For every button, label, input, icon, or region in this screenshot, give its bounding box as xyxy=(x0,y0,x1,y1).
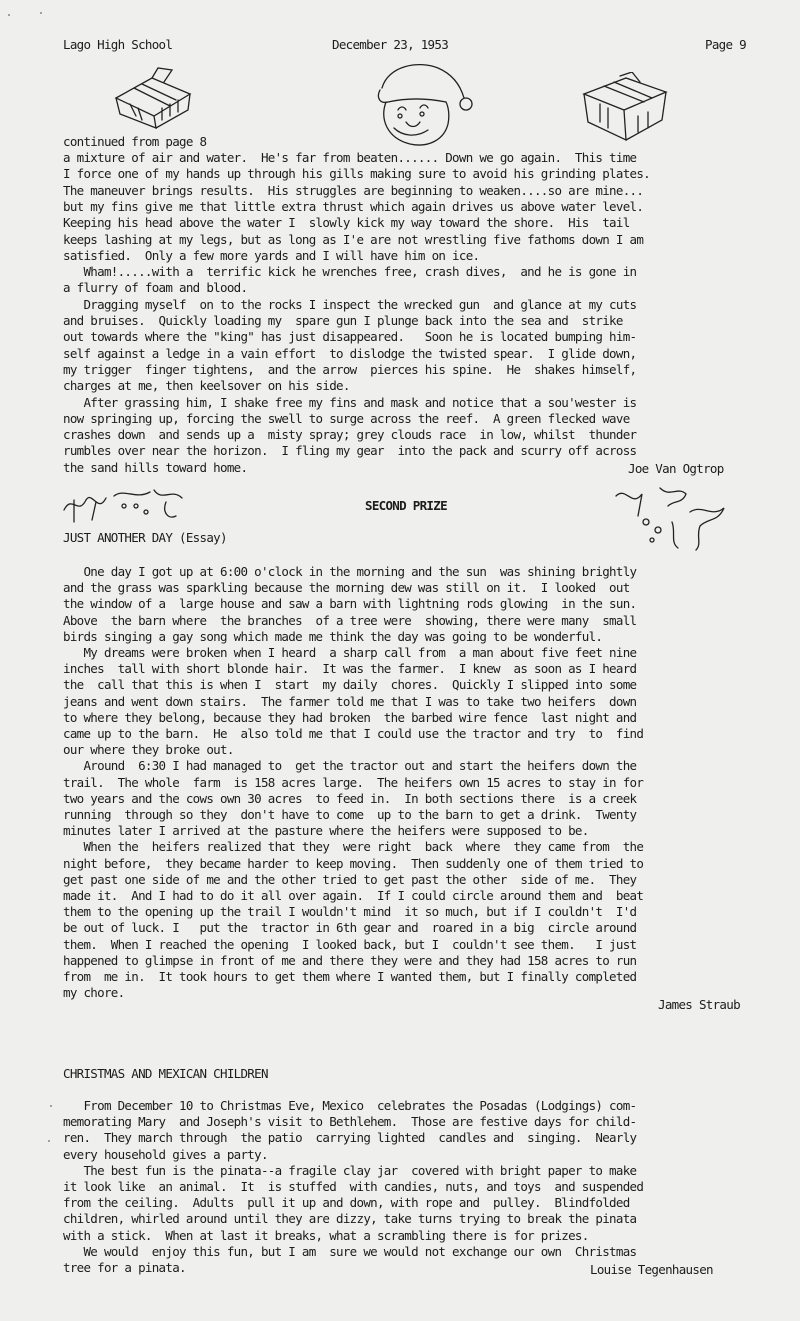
story2-line: them. When I reached the opening I looked back, but I couldn't see them. I just xyxy=(63,936,637,952)
story2-line: two years and the cows own 30 acres to feed in. In both sections there is a creek xyxy=(63,790,637,806)
story2-line: the window of a large house and saw a barn with lightning rods glowing in the sun. xyxy=(63,596,637,612)
story2-line: to where they belong, because they had broken the barbed wire fence last night and xyxy=(63,709,637,725)
story1-line: charges at me, then keelsover on his side. xyxy=(63,378,350,394)
story2-line: and the grass was sparkling because the morning dew was still on it. I looked out xyxy=(63,580,630,596)
prize-label: SECOND PRIZE xyxy=(365,498,447,513)
story2-line: be out of luck. I put the tractor in 6th gear and roared in a big circle around xyxy=(63,920,637,936)
story2-line: night before, they became harder to keep moving. Then suddenly one of them tried to xyxy=(63,855,644,871)
story1-line: but my fins give me that little extra thrust which again drives us above water level. xyxy=(63,198,644,214)
gift-box-right-sketch xyxy=(580,72,670,144)
story2-line: minutes later I arrived at the pasture where the heifers were supposed to be. xyxy=(63,823,589,839)
story1-line: After grassing him, I shake free my fins and mask and notice that a sou'wester is xyxy=(63,394,637,410)
story2-line: birds singing a gay song which made me think the day was going to be wonderful. xyxy=(63,628,603,644)
story1-line: out towards where the "king" has just disappeared. Soon he is located bumping him- xyxy=(63,329,637,345)
story1-line: and bruises. Quickly loading my spare gun I plunge back into the sea and strike xyxy=(63,313,623,328)
story1-author: Joe Van Ogtrop xyxy=(628,461,724,476)
story1-line: a mixture of air and water. He's far from beaten...... Down we go again. This time xyxy=(63,150,637,165)
story1-line: my trigger finger tightens, and the arrow pierces his spine. He shakes himself, xyxy=(63,361,637,377)
santa-face-sketch xyxy=(366,58,476,150)
scan-speck xyxy=(8,14,10,16)
scan-speck xyxy=(40,12,42,14)
school-name: Lago High School xyxy=(63,37,173,52)
story3-line: The best fun is the pinata--a fragile clay jar covered with bright paper to make xyxy=(63,1162,637,1178)
scan-speck xyxy=(50,1105,52,1107)
story3-line: with a stick. When at last it breaks, what a scrambling there is for prizes. xyxy=(63,1227,589,1243)
story2-line: came up to the barn. He also told me that I could use the tractor and try to find xyxy=(63,726,644,741)
scan-speck xyxy=(48,1140,50,1142)
story3-line: children, whirled around until they are dizzy, take turns trying to break the pinata xyxy=(63,1211,637,1227)
story2-line: happened to glimpse in front of me and there they were and they had 158 acres to run xyxy=(63,952,637,968)
story1-line: Wham!.....with a terrific kick he wrenches free, crash dives, and he is gone in xyxy=(63,264,637,280)
story2-line: inches tall with short blonde hair. It was the farmer. I knew as soon as I heard xyxy=(63,661,637,677)
holly-left-sketch xyxy=(62,486,190,524)
story3-line: tree for a pinata. xyxy=(63,1260,186,1275)
story2-line: jeans and went down stairs. The farmer told me that I was to take two heifers down xyxy=(63,693,637,709)
story2-line: them to the opening up the trail I wouldn't mind it so much, but if I couldn't I'd xyxy=(63,904,637,920)
story2-line: the call that this is when I start my daily chores. Quickly I slipped into some xyxy=(63,677,637,693)
issue-date: December 23, 1953 xyxy=(332,37,449,52)
story1-line: keeps lashing at my legs, but as long as I'e are not wrestling five fathoms down I am xyxy=(63,231,644,247)
story2-line: my chore. xyxy=(63,985,125,1001)
holly-right-sketch xyxy=(612,482,728,552)
story2-line: running through so they don't have to come up to the barn to get a drink. Twenty xyxy=(63,807,637,822)
story3-line: every household gives a party. xyxy=(63,1146,268,1162)
story2-line: One day I got up at 6:00 o'clock in the morning and the sun was shining brightly xyxy=(63,564,637,579)
story1-line: crashes down and sends up a misty spray; grey clouds race in low, whilst thunder xyxy=(63,427,637,443)
story1-line: Keeping his head above the water I slowly kick my way toward the shore. His tail xyxy=(63,215,630,231)
story3-line: from the ceiling. Adults pull it up and down, with rope and pulley. Blindfolded xyxy=(63,1195,630,1211)
story1-line: now springing up, forcing the swell to surge across the reef. A green flecked wave xyxy=(63,410,630,426)
story1-line: rumbles over near the horizon. I fling my gear into the pack and scurry off across xyxy=(63,443,637,459)
story1-line: The maneuver brings results. His struggles are beginning to weaken....so are mine... xyxy=(63,182,644,198)
story3-author: Louise Tegenhausen xyxy=(590,1262,713,1277)
story2-line: get past one side of me and the other tried to get past the other side of me. They xyxy=(63,871,637,887)
story2-line: from me in. It took hours to get them where I wanted them, but I finally completed xyxy=(63,969,637,984)
gift-box-left-sketch xyxy=(112,64,194,130)
continued-note: continued from page 8 xyxy=(63,134,207,149)
story1-line: I force one of my hands up through his gills making sure to avoid his grinding plates. xyxy=(63,166,651,182)
story2-line: trail. The whole farm is 158 acres large. The heifers own 15 acres to stay in for xyxy=(63,774,644,790)
story2-author: James Straub xyxy=(658,997,740,1012)
story3-line: We would enjoy this fun, but I am sure we would not exchange our own Christmas xyxy=(63,1243,637,1259)
story1-line: a flurry of foam and blood. xyxy=(63,280,248,296)
story1-line: Dragging myself on to the rocks I inspect the wrecked gun and glance at my cuts xyxy=(63,296,637,312)
story2-line: My dreams were broken when I heard a sharp call from a man about five feet nine xyxy=(63,645,637,660)
essay-title: JUST ANOTHER DAY (Essay) xyxy=(63,530,227,545)
story2-line: Above the barn where the branches of a tree were showing, there were many small xyxy=(63,612,637,628)
story3-line: memorating Mary and Joseph's visit to Bethlehem. Those are festive days for child- xyxy=(63,1114,637,1130)
story2-line: made it. And I had to do it all over again. If I could circle around them and beat xyxy=(63,888,644,903)
story2-line: When the heifers realized that they were right back where they came from the xyxy=(63,839,644,855)
story3-line: ren. They march through the patio carrying lighted candles and singing. Nearly xyxy=(63,1130,637,1146)
story2-line: Around 6:30 I had managed to get the tractor out and start the heifers down the xyxy=(63,758,637,774)
page-number: Page 9 xyxy=(705,37,746,52)
story2-line: our where they broke out. xyxy=(63,742,234,758)
story3-line: From December 10 to Christmas Eve, Mexico celebrates the Posadas (Lodgings) com- xyxy=(63,1098,637,1113)
story1-line: self against a ledge in a vain effort to dislodge the twisted spear. I glide down, xyxy=(63,345,637,361)
story3-title: CHRISTMAS AND MEXICAN CHILDREN xyxy=(63,1066,268,1081)
story1-line: the sand hills toward home. xyxy=(63,459,248,475)
story3-line: it look like an animal. It is stuffed with candies, nuts, and toys and suspended xyxy=(63,1179,644,1194)
story1-line: satisfied. Only a few more yards and I will have him on ice. xyxy=(63,247,480,263)
